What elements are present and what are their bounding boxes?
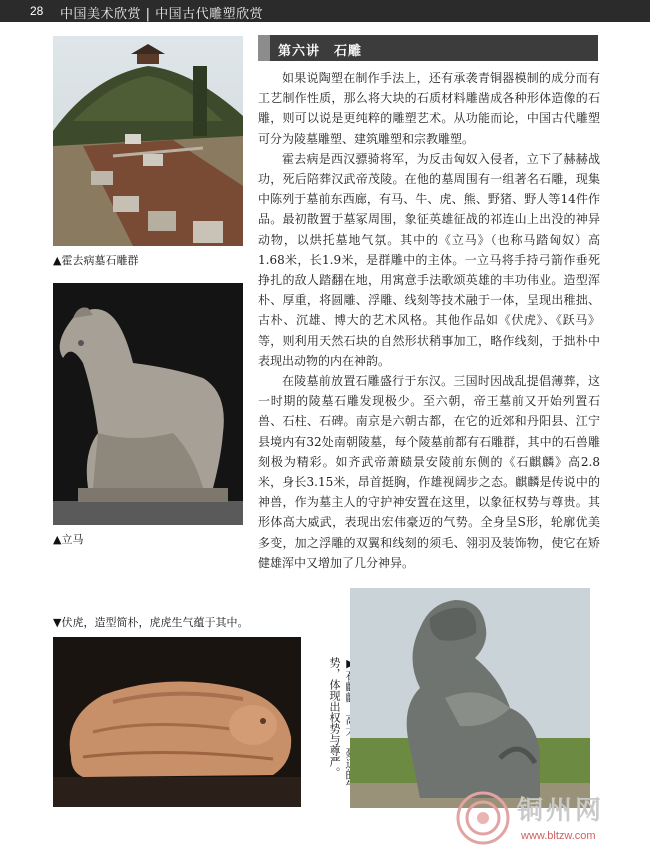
watermark-logo-icon (455, 790, 511, 846)
tomb-sculpture-photo (53, 36, 243, 246)
paragraph-2: 霍去病是西汉骠骑将军，为反击匈奴入侵者，立下了赫赫战功，死后陪葬汉武帝茂陵。在他的墓周围有一组著名石雕，现集中陈列于墓前东西廊，有马、牛、虎、熊、野猪、野人等14件作品。最初散置于墓冢周围，象征英雄征战的祁连山上出没的神异动物，以烘托墓地气氛。其中的《立马》（也称马踏匈奴）高1.68米，长1.9米，是群雕中的主体。一立马将手持弓箭作垂死挣扎的敌人踏翻在地，用寓意手法歌颂英雄的丰功伟业。造型浑朴、厚重，将圆雕、浮雕、线刻等技术融于一体，呈现出稚拙、古朴、沉雄、博大的艺术风格。其他作品如《伏虎》、《跃马》等，则利用天然石块的自然形状稍事加工，略作线刻，于拙朴中表现出动物的内在神韵。 (258, 151, 600, 368)
standing-horse-photo (53, 283, 243, 525)
body-text (258, 68, 600, 573)
paragraph-3: 在陵墓前放置石雕盛行于东汉。三国时因战乱提倡薄葬，这一时期的陵墓石雕发现极少。至六朝，帝王墓前又开始列置石兽、石柱、石碑。南京是六朝古都，在它的近郊和丹阳县、江宁县境内有32处南朝陵墓，每个陵墓前都有石雕群，其中的石兽雕刻极为精彩。如齐武帝萧赜景安陵前东侧的《石麒麟》高2.8米，身长3.15米，昂首挺胸，作雄视阔步之态。麒麟是传说中的神兽，作为墓主人的守护神安置在这里，以象征权势与尊贵。其形体高大威武，表现出宏伟豪迈的气势。全身呈S形，轮廓优美多变，加之浮雕的双翼和线刻的须毛、翎羽及装饰物，使它在矫健雄浑中又增加了几分神异。 (258, 374, 600, 570)
page-number: 28 (30, 4, 44, 18)
section-title-bar (258, 35, 598, 61)
caption-qilin: 势，体现出权势与尊严。 (328, 657, 341, 778)
title-marker (258, 35, 270, 61)
watermark (455, 790, 645, 848)
watermark-title: 铜州网 (517, 796, 605, 826)
watermark-url[interactable]: www.bltzw.com (521, 830, 596, 842)
stone-qilin-photo (350, 588, 590, 808)
caption-standing-horse: ▲立马 (53, 533, 84, 546)
caption-crouching-tiger: ▼伏虎，造型简朴，虎虎生气蕴于其中。 (53, 616, 249, 629)
section-title: 第六讲 石雕 (278, 44, 363, 59)
page-header (0, 0, 650, 22)
paragraph-1: 如果说陶塑在制作手法上，还有承袭青铜器模制的成分而有工艺制作性质，那么将大块的石质材料雕凿成各种形体造像的石雕，则可以说是更纯粹的雕塑艺术。从功能而论，中国古代雕塑可分为陵墓雕塑、建筑雕塑和宗教雕塑。 (258, 71, 600, 146)
caption-tomb-group: ▲霍去病墓石雕群 (53, 254, 139, 267)
crouching-tiger-photo (53, 637, 301, 807)
running-title: 中国美术欣赏 | 中国古代雕塑欣赏 (60, 7, 264, 22)
